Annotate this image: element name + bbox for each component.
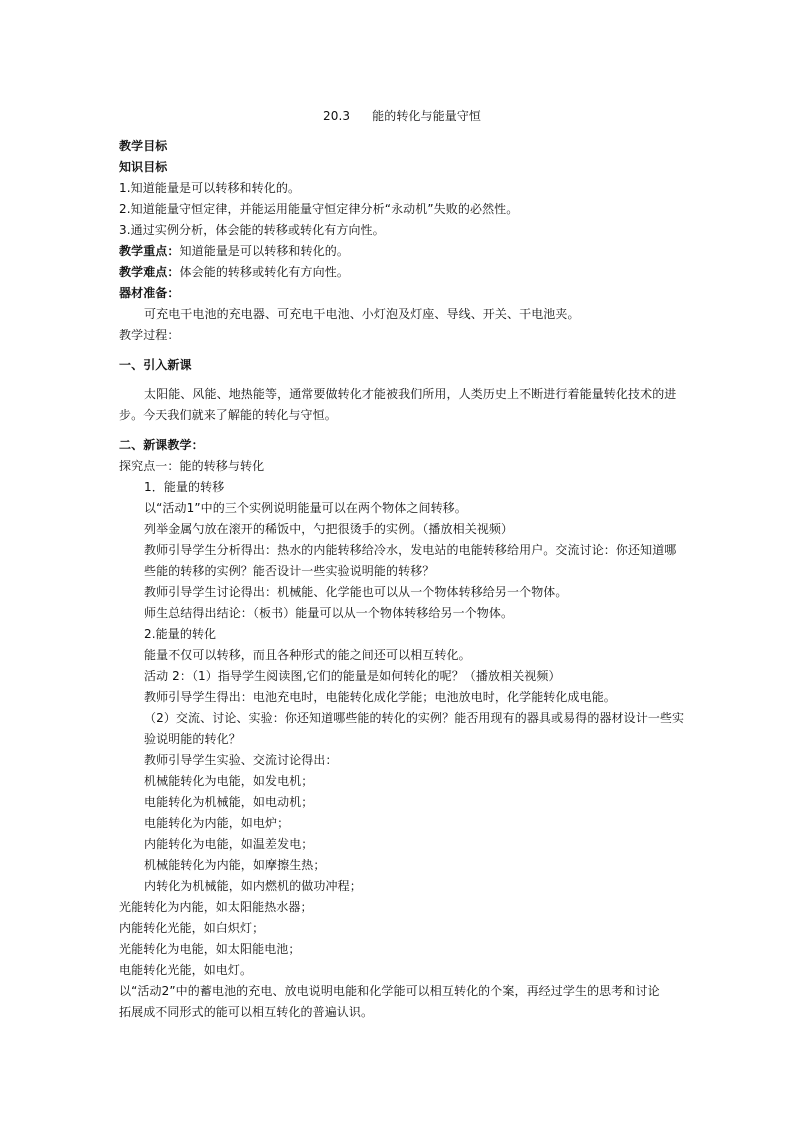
section1-heading: 一、引入新课: [119, 358, 192, 372]
body-line: 电能转化为机械能，如电动机；: [144, 795, 314, 809]
body-line: 电能转化光能，如电灯。: [119, 963, 253, 977]
key-point-label: 教学重点：: [119, 244, 180, 258]
body-line: 活动 2：（1）指导学生阅读图,它们的能量是如何转化的呢？（播放相关视频）: [144, 669, 561, 683]
process-label: 教学过程：: [119, 328, 180, 342]
equipment-label: 器材准备：: [119, 286, 180, 300]
key-point-text: 知道能量是可以转移和转化的。: [179, 244, 349, 258]
knowledge-heading: 知识目标: [119, 160, 168, 174]
body-line: 1．能量的转移: [144, 480, 225, 494]
body-line: 内能转化光能，如白炽灯；: [119, 921, 265, 935]
body-line: 机械能转化为内能，如摩擦生热；: [144, 858, 326, 872]
body-line: 验说明能的转化？: [144, 732, 241, 746]
difficulty: [119, 265, 349, 279]
body-line: 2.能量的转化: [144, 627, 217, 641]
body-line: 以“活动1”中的三个实例说明能量可以在两个物体之间转移。: [144, 501, 467, 515]
goals-heading: 教学目标: [119, 139, 168, 153]
equipment-text: 可充电干电池的充电器、可充电干电池、小灯泡及灯座、导线、开关、干电池夹。: [144, 307, 580, 321]
title-text: 能的转化与能量守恒: [372, 109, 482, 123]
body-line: 教师引导学生实验、交流讨论得出：: [144, 753, 338, 767]
key-point: [119, 244, 349, 258]
body-line: 光能转化为电能，如太阳能电池；: [119, 942, 301, 956]
body-line: 些能的转移的实例？能否设计一些实验说明能的转移？: [144, 564, 435, 578]
body-line: 教师引导学生讨论得出：机械能、化学能也可以从一个物体转移给另一个物体。: [144, 585, 568, 599]
body-line: 教师引导学生分析得出：热水的内能转移给冷水，发电站的电能转移给用户。交流讨论：你还知道哪: [144, 543, 677, 557]
body-line: 拓展成不同形式的能可以相互转化的普遍认识。: [119, 1005, 374, 1019]
section-number: 20.3: [323, 109, 351, 123]
body-line: 机械能转化为电能，如发电机；: [144, 774, 314, 788]
body-line: 内能转化为电能，如温差发电；: [144, 837, 314, 851]
body-line: 能量不仅可以转移，而且各种形式的能之间还可以相互转化。: [144, 648, 471, 662]
body-line: 电能转化为内能，如电炉；: [144, 816, 290, 830]
body-line: 列举金属勺放在滚开的稀饭中，勺把很烫手的实例。（播放相关视频）: [144, 522, 514, 536]
body-line: 以“活动2”中的蓄电池的充电、放电说明电能和化学能可以相互转化的个案，再经过学生的思考和讨论: [119, 984, 660, 998]
body-line: （2）交流、讨论、实验：你还知道哪些能的转化的实例？能否用现有的器具或易得的器材设计一些实: [144, 711, 685, 725]
goal-item: 2.知道能量守恒定律，并能运用能量守恒定律分析“永动机”失败的必然性。: [119, 202, 519, 216]
section2-heading: 二、新课教学：: [119, 438, 204, 452]
goal-item: 1.知道能量是可以转移和转化的。: [119, 181, 301, 195]
goal-item: 3.通过实例分析，体会能的转移或转化有方向性。: [119, 223, 385, 237]
section1-paragraph: 太阳能、风能、地热能等，通常要做转化才能被我们所用，人类历史上不断进行着能量转化技术的进: [144, 387, 677, 401]
difficulty-label: 教学难点：: [119, 265, 180, 279]
section1-paragraph: 步。今天我们就来了解能的转化与守恒。: [119, 408, 337, 422]
page-title: [323, 109, 481, 123]
difficulty-text: 体会能的转移或转化有方向性。: [179, 265, 349, 279]
body-line: 光能转化为内能，如太阳能热水器；: [119, 900, 313, 914]
explore-point: 探究点一：能的转移与转化: [119, 459, 265, 473]
body-line: 教师引导学生得出：电池充电时，电能转化成化学能；电池放电时，化学能转化成电能。: [144, 690, 616, 704]
body-line: 师生总结得出结论：（板书）能量可以从一个物体转移给另一个物体。: [144, 606, 514, 620]
body-line: 内转化为机械能，如内燃机的做功冲程；: [144, 879, 362, 893]
